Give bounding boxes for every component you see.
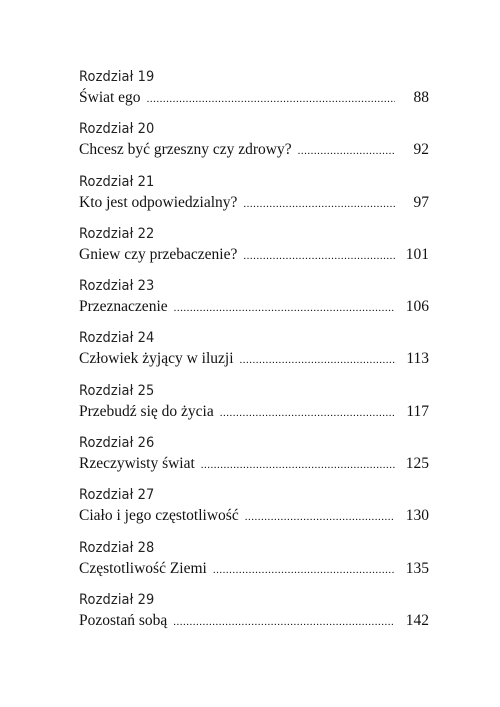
toc-entry [79, 173, 429, 225]
dot-leader [174, 298, 395, 318]
dot-leader [147, 89, 395, 109]
dot-leader [245, 507, 395, 527]
page-number: 92 [413, 141, 429, 159]
toc-entry [79, 329, 429, 381]
chapter-title: Gniew czy przebaczenie? [79, 245, 238, 263]
page-number: 125 [405, 455, 429, 473]
page-number: 88 [413, 89, 429, 106]
toc-entry [79, 382, 429, 434]
dot-leader [213, 560, 395, 580]
dot-leader [243, 194, 395, 214]
toc-line [79, 559, 429, 580]
chapter-number: Rozdział 19 [79, 69, 155, 85]
toc-line [79, 611, 429, 632]
dot-leader [298, 141, 395, 161]
toc-entry [79, 120, 429, 172]
page-number: 101 [405, 245, 429, 263]
page-number: 142 [405, 611, 429, 629]
toc-line [79, 140, 429, 161]
toc-entry [79, 277, 429, 329]
toc-entry [79, 225, 429, 277]
toc-entry [79, 539, 429, 591]
dot-leader [243, 246, 395, 266]
toc-line [79, 88, 429, 109]
chapter-number: Rozdział 23 [79, 278, 155, 295]
dot-leader [220, 403, 395, 423]
chapter-title: Ciało i jego częstotliwość [79, 507, 239, 525]
toc-line [79, 297, 429, 318]
toc-line [79, 245, 429, 266]
toc-line [79, 349, 429, 370]
toc-line [79, 402, 429, 423]
chapter-title: Chcesz być grzeszny czy zdrowy? [79, 141, 292, 159]
chapter-title: Przeznaczenie [79, 298, 168, 316]
toc-line [79, 193, 429, 214]
page-number: 130 [405, 507, 429, 525]
table-of-contents [79, 68, 429, 643]
chapter-number: Rozdział 26 [79, 435, 155, 452]
chapter-number: Rozdział 24 [79, 330, 155, 347]
chapter-number: Rozdział 25 [79, 382, 155, 399]
toc-entry [79, 68, 429, 120]
page-number: 113 [406, 350, 429, 368]
chapter-number: Rozdział 27 [79, 487, 155, 504]
toc-entry [79, 434, 429, 486]
chapter-number: Rozdział 22 [79, 225, 155, 242]
page-number: 106 [405, 298, 429, 316]
chapter-title: Kto jest odpowiedzialny? [79, 193, 238, 211]
toc-line [79, 454, 429, 475]
chapter-title: Świat ego [79, 89, 141, 106]
chapter-title: Rzeczywisty świat [79, 455, 195, 473]
chapter-title: Częstotliwość Ziemi [79, 559, 207, 577]
page-number: 97 [413, 193, 429, 211]
chapter-title: Pozostań sobą [79, 611, 168, 629]
toc-entry [79, 591, 429, 643]
chapter-title: Przebudź się do życia [79, 402, 214, 420]
chapter-number: Rozdział 28 [79, 539, 155, 556]
page-number: 117 [406, 402, 429, 420]
chapter-title: Człowiek żyjący w iluzji [79, 350, 234, 368]
dot-leader [240, 350, 395, 370]
toc-line [79, 506, 429, 527]
chapter-number: Rozdział 20 [79, 121, 155, 138]
chapter-number: Rozdział 29 [79, 591, 155, 608]
chapter-number: Rozdział 21 [79, 173, 155, 190]
dot-leader [173, 612, 395, 632]
dot-leader [201, 455, 395, 475]
page-number: 135 [405, 559, 429, 577]
toc-entry [79, 486, 429, 538]
